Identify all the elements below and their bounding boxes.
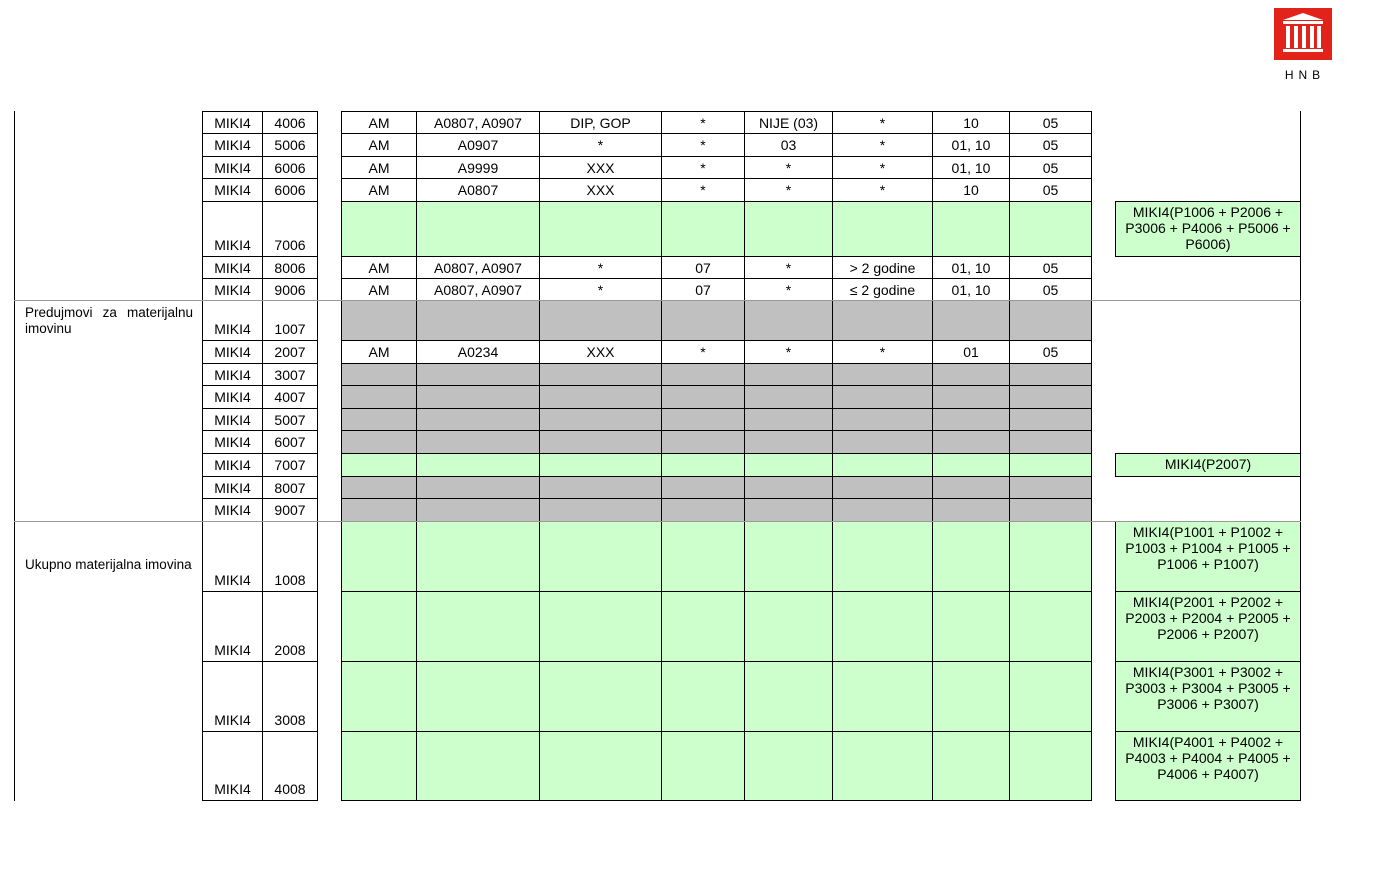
row-form-cell: MIKI4 [202,300,263,341]
row-value-cell-1: AM [341,278,417,301]
row-value-cell-2 [416,385,540,409]
row-value-cell-7 [932,408,1010,431]
group-label: Predujmovi za materijalnu imovinu [25,305,193,336]
row-form-cell: MIKI4 [202,591,263,662]
row-code-cell: 6006 [262,156,318,179]
row-value-cell-2 [416,476,540,499]
row-form-cell: MIKI4 [202,453,263,477]
row-value-cell-3: * [539,133,662,157]
row-value-cell-7 [932,591,1010,662]
row-form-cell: MIKI4 [202,278,263,301]
row-value-cell-8 [1009,430,1092,454]
row-form-cell: MIKI4 [202,521,263,592]
row-value-cell-5: * [744,340,833,364]
row-value-cell-2 [416,521,540,592]
row-code-cell: 7006 [262,201,318,257]
row-value-cell-7: 01, 10 [932,278,1010,301]
row-value-cell-8: 05 [1009,133,1092,157]
row-form-cell: MIKI4 [202,363,263,386]
row-value-cell-2 [416,453,540,477]
row-value-cell-3: XXX [539,156,662,179]
row-value-cell-4 [661,201,745,257]
row-form-cell: MIKI4 [202,256,263,279]
row-value-cell-7 [932,453,1010,477]
row-value-cell-4 [661,430,745,454]
row-value-cell-8 [1009,453,1092,477]
row-code-cell: 2008 [262,591,318,662]
row-value-cell-1: AM [341,111,417,134]
row-value-cell-5 [744,201,833,257]
row-value-cell-5 [744,300,833,341]
row-value-cell-8: 05 [1009,340,1092,364]
row-value-cell-6 [832,591,933,662]
row-value-cell-1 [341,453,417,477]
row-value-cell-3 [539,591,662,662]
row-value-cell-8: 05 [1009,178,1092,202]
row-value-cell-6 [832,731,933,801]
row-value-cell-4 [661,385,745,409]
row-value-cell-5 [744,385,833,409]
row-value-cell-4 [661,408,745,431]
row-formula-cell: MIKI4(P1001 + P1002 + P1003 + P1004 + P1005 + P1006 + P1007) [1115,521,1301,592]
row-value-cell-4 [661,591,745,662]
row-value-cell-7 [932,385,1010,409]
row-value-cell-8 [1009,476,1092,499]
row-value-cell-5 [744,363,833,386]
row-value-cell-2 [416,300,540,341]
row-value-cell-3 [539,731,662,801]
row-value-cell-7: 01, 10 [932,256,1010,279]
row-value-cell-3 [539,453,662,477]
row-value-cell-8 [1009,731,1092,801]
row-value-cell-6 [832,300,933,341]
row-formula-cell: MIKI4(P4001 + P4002 + P4003 + P4004 + P4005 + P4006 + P4007) [1115,731,1301,801]
row-form-cell: MIKI4 [202,385,263,409]
row-form-cell: MIKI4 [202,201,263,257]
row-value-cell-2: A0234 [416,340,540,364]
row-value-cell-1 [341,591,417,662]
row-value-cell-7 [932,300,1010,341]
row-value-cell-5: * [744,278,833,301]
row-value-cell-6: * [832,340,933,364]
row-value-cell-1 [341,201,417,257]
row-value-cell-1: AM [341,178,417,202]
row-value-cell-1 [341,498,417,522]
row-value-cell-2 [416,201,540,257]
row-value-cell-3 [539,476,662,499]
row-form-cell: MIKI4 [202,408,263,431]
row-formula-cell: MIKI4(P1006 + P2006 + P3006 + P4006 + P5006 + P6006) [1115,201,1301,257]
row-code-cell: 1007 [262,300,318,341]
row-value-cell-6 [832,453,933,477]
row-form-cell: MIKI4 [202,156,263,179]
row-value-cell-4 [661,300,745,341]
row-code-cell: 4008 [262,731,318,801]
row-value-cell-1 [341,476,417,499]
row-value-cell-1 [341,408,417,431]
row-code-cell: 1008 [262,521,318,592]
row-value-cell-1 [341,521,417,592]
row-value-cell-7: 10 [932,111,1010,134]
row-formula-cell: MIKI4(P2001 + P2002 + P2003 + P2004 + P2005 + P2006 + P2007) [1115,591,1301,662]
row-value-cell-8 [1009,591,1092,662]
row-value-cell-6: > 2 godine [832,256,933,279]
row-value-cell-5: * [744,156,833,179]
row-value-cell-7 [932,430,1010,454]
row-value-cell-1: AM [341,156,417,179]
group-divider-line [14,521,1301,522]
row-code-cell: 6006 [262,178,318,202]
row-value-cell-5 [744,476,833,499]
row-value-cell-6 [832,385,933,409]
row-code-cell: 2007 [262,340,318,364]
row-value-cell-5 [744,591,833,662]
row-value-cell-3 [539,430,662,454]
row-value-cell-7 [932,363,1010,386]
row-value-cell-6 [832,476,933,499]
row-code-cell: 5006 [262,133,318,157]
row-code-cell: 6007 [262,430,318,454]
row-value-cell-8 [1009,661,1092,732]
row-value-cell-4 [661,498,745,522]
row-value-cell-2 [416,430,540,454]
row-value-cell-2 [416,363,540,386]
row-value-cell-2 [416,408,540,431]
row-value-cell-8 [1009,201,1092,257]
row-value-cell-7: 01 [932,340,1010,364]
row-value-cell-8 [1009,385,1092,409]
row-value-cell-3 [539,201,662,257]
row-value-cell-8: 05 [1009,156,1092,179]
hnb-logo-text: HNB [1284,68,1326,82]
row-code-cell: 5007 [262,408,318,431]
row-value-cell-3 [539,661,662,732]
row-value-cell-6 [832,363,933,386]
row-form-cell: MIKI4 [202,476,263,499]
row-form-cell: MIKI4 [202,498,263,522]
row-value-cell-7 [932,521,1010,592]
row-value-cell-4 [661,363,745,386]
row-value-cell-6 [832,408,933,431]
row-value-cell-6 [832,430,933,454]
row-value-cell-2 [416,591,540,662]
table-border-line [1300,111,1301,801]
row-value-cell-2: A0907 [416,133,540,157]
row-value-cell-7 [932,476,1010,499]
row-value-cell-4: * [661,156,745,179]
row-value-cell-7: 01, 10 [932,156,1010,179]
row-value-cell-2 [416,498,540,522]
row-form-cell: MIKI4 [202,133,263,157]
row-value-cell-6 [832,661,933,732]
row-value-cell-6: ≤ 2 godine [832,278,933,301]
row-value-cell-5 [744,521,833,592]
row-value-cell-4: * [661,340,745,364]
row-value-cell-6: * [832,178,933,202]
row-value-cell-1 [341,661,417,732]
row-formula-cell: MIKI4(P2007) [1115,453,1301,477]
row-value-cell-3: * [539,278,662,301]
row-value-cell-4: 07 [661,256,745,279]
row-value-cell-2: A0807, A0907 [416,256,540,279]
row-value-cell-3 [539,300,662,341]
row-value-cell-1 [341,300,417,341]
row-value-cell-5 [744,430,833,454]
row-value-cell-2 [416,731,540,801]
row-form-cell: MIKI4 [202,178,263,202]
row-value-cell-3 [539,363,662,386]
table-border-line [14,111,15,801]
row-value-cell-8: 05 [1009,111,1092,134]
row-value-cell-4: * [661,133,745,157]
row-value-cell-3: XXX [539,178,662,202]
row-value-cell-5: 03 [744,133,833,157]
row-value-cell-6 [832,498,933,522]
row-form-cell: MIKI4 [202,111,263,134]
row-value-cell-4 [661,521,745,592]
row-code-cell: 4007 [262,385,318,409]
row-value-cell-3: DIP, GOP [539,111,662,134]
row-value-cell-1: AM [341,340,417,364]
row-value-cell-8 [1009,408,1092,431]
row-code-cell: 9007 [262,498,318,522]
row-code-cell: 7007 [262,453,318,477]
row-value-cell-5 [744,731,833,801]
row-value-cell-2: A0807 [416,178,540,202]
row-value-cell-5 [744,661,833,732]
row-code-cell: 8007 [262,476,318,499]
row-value-cell-6: * [832,111,933,134]
row-value-cell-7: 10 [932,178,1010,202]
row-form-cell: MIKI4 [202,340,263,364]
row-code-cell: 3008 [262,661,318,732]
row-value-cell-3 [539,408,662,431]
row-value-cell-2: A0807, A0907 [416,111,540,134]
row-formula-cell: MIKI4(P3001 + P3002 + P3003 + P3004 + P3005 + P3006 + P3007) [1115,661,1301,732]
row-value-cell-3 [539,521,662,592]
row-value-cell-5: NIJE (03) [744,111,833,134]
row-value-cell-3: XXX [539,340,662,364]
row-value-cell-4 [661,731,745,801]
row-value-cell-1 [341,430,417,454]
row-value-cell-8: 05 [1009,278,1092,301]
row-code-cell: 3007 [262,363,318,386]
row-value-cell-1: AM [341,133,417,157]
row-value-cell-5 [744,408,833,431]
row-value-cell-4: * [661,111,745,134]
row-code-cell: 4006 [262,111,318,134]
row-value-cell-6: * [832,133,933,157]
row-value-cell-4 [661,453,745,477]
row-value-cell-2: A9999 [416,156,540,179]
row-form-cell: MIKI4 [202,430,263,454]
row-value-cell-6 [832,521,933,592]
row-value-cell-8 [1009,498,1092,522]
row-value-cell-8 [1009,363,1092,386]
row-value-cell-7 [932,731,1010,801]
row-value-cell-2: A0807, A0907 [416,278,540,301]
row-value-cell-2 [416,661,540,732]
row-value-cell-3: * [539,256,662,279]
row-value-cell-7 [932,201,1010,257]
row-value-cell-5 [744,498,833,522]
row-value-cell-5: * [744,256,833,279]
row-value-cell-3 [539,385,662,409]
row-code-cell: 9006 [262,278,318,301]
row-value-cell-4 [661,661,745,732]
row-value-cell-4 [661,476,745,499]
group-divider-line [14,300,1301,301]
row-value-cell-1: AM [341,256,417,279]
row-value-cell-8 [1009,300,1092,341]
row-value-cell-5: * [744,178,833,202]
row-value-cell-1 [341,363,417,386]
row-value-cell-7: 01, 10 [932,133,1010,157]
row-value-cell-1 [341,385,417,409]
row-value-cell-8 [1009,521,1092,592]
row-value-cell-7 [932,661,1010,732]
group-label: Ukupno materijalna imovina [25,557,192,572]
row-value-cell-6: * [832,156,933,179]
row-value-cell-4: * [661,178,745,202]
row-code-cell: 8006 [262,256,318,279]
row-value-cell-5 [744,453,833,477]
row-form-cell: MIKI4 [202,661,263,732]
row-value-cell-7 [932,498,1010,522]
row-value-cell-4: 07 [661,278,745,301]
row-value-cell-1 [341,731,417,801]
row-form-cell: MIKI4 [202,731,263,801]
row-value-cell-8: 05 [1009,256,1092,279]
row-value-cell-3 [539,498,662,522]
row-value-cell-6 [832,201,933,257]
